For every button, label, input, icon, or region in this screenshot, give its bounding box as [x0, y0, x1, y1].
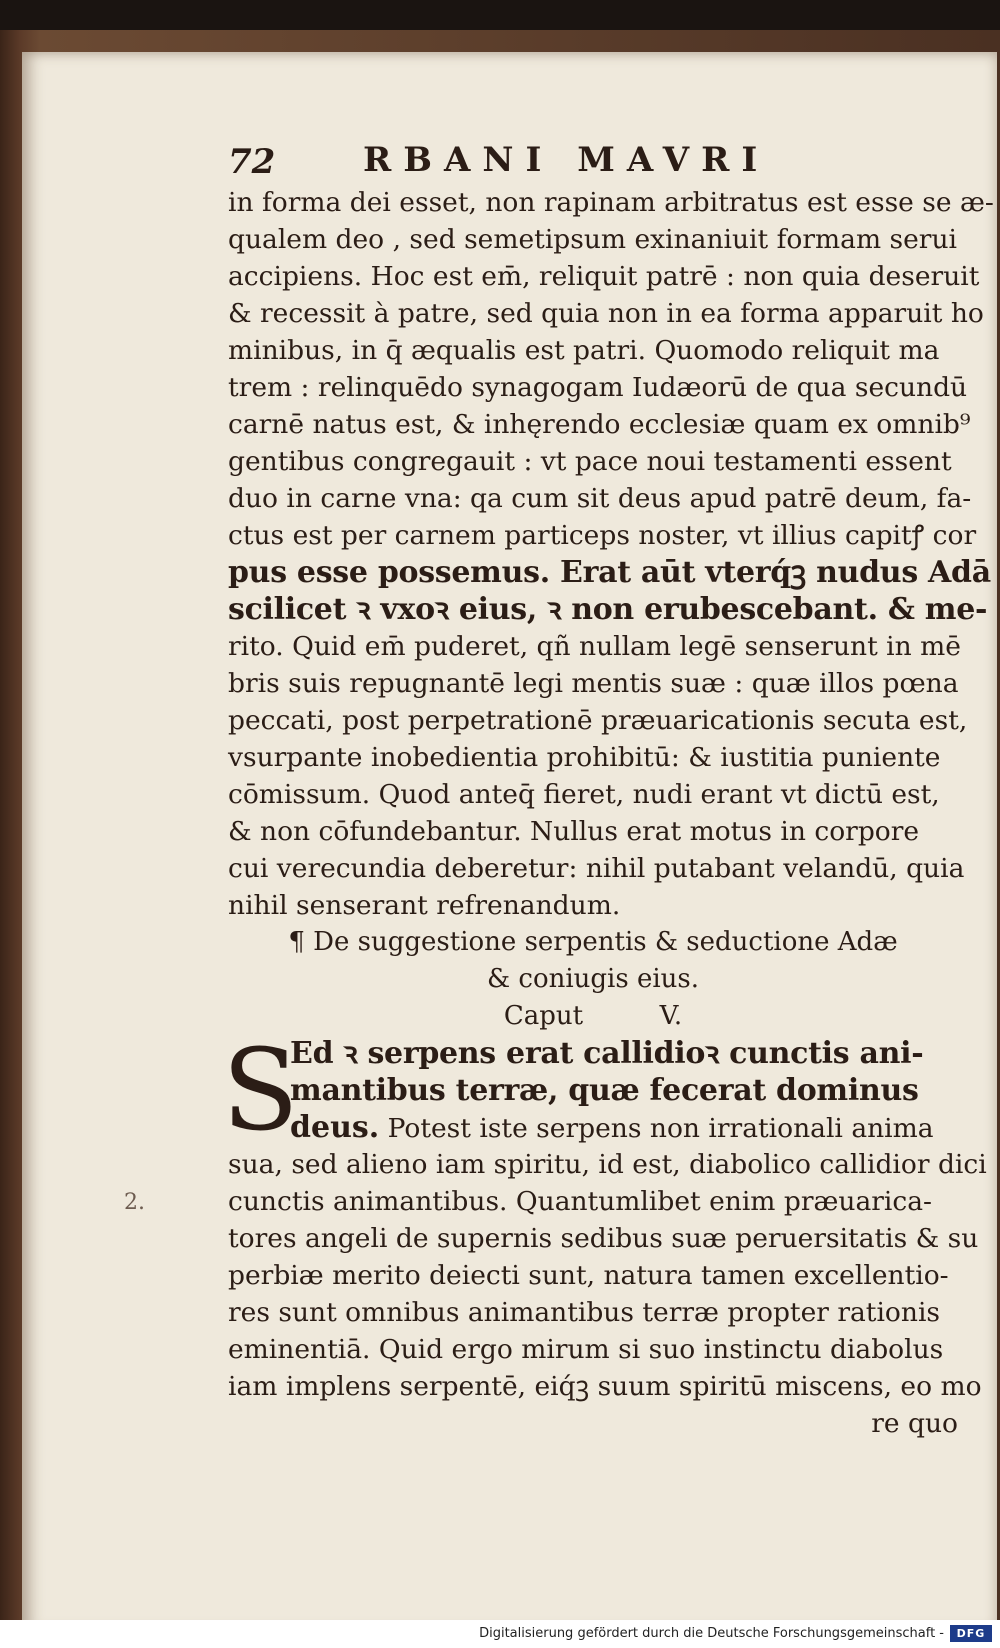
funding-credit: Digitalisierung gefördert durch die Deutsche Forschungsgemeinschaft - — [479, 1626, 944, 1641]
text-line: trem : relinquēdo synagogam Iudæorū de qua secundū — [228, 372, 968, 403]
text-line: carnē natus est, & inhęrendo ecclesiæ quam ex omnib⁹ — [228, 409, 971, 440]
text-line: accipiens. Hoc est em̄, reliquit patrē : non quia deseruit — [228, 261, 980, 292]
chapter-numeral: V. — [659, 1001, 683, 1031]
running-title: RBANI MAVRI — [363, 140, 770, 180]
catchword: re quo — [871, 1408, 958, 1439]
text-line: ctus est per carnem particeps noster, vt illius capitꝭ cor — [228, 520, 977, 551]
margin-annotation: 2. — [124, 1190, 145, 1215]
quote-line: Ed ꝛ serpens erat callidioꝛ cunctis ani- — [290, 1036, 924, 1071]
text-line: vsurpante inobedientia prohibitū: & iustitia puniente — [228, 742, 941, 773]
chapter-title-line: ¶ De suggestione serpentis & seductione Adæ — [288, 927, 898, 957]
chapter-title-line: & coniugis eius. — [486, 964, 700, 994]
scripture-quote — [228, 554, 991, 628]
book-page — [22, 52, 997, 1632]
paragraph-a — [228, 184, 994, 554]
text-line: minibus, in q̄ æqualis est patri. Quomodo reliquit ma — [228, 335, 940, 366]
text-line: duo in carne vna: qa cum sit deus apud patrē deum, fa- — [228, 483, 972, 514]
text-line: peccati, post perpetrationē præuaricationis secuta est, — [228, 705, 968, 736]
digitization-footer — [0, 1620, 1000, 1648]
quote-end: deus. — [290, 1110, 380, 1145]
text-line: perbiæ merito deiecti sunt, natura tamen excellentio- — [228, 1260, 949, 1291]
chapter-label: Caput — [503, 1001, 584, 1031]
quote-line: pus esse possemus. Erat aūt vterq́ꝫ nudus Adā — [228, 555, 991, 590]
text-line: rito. Quid em̄ puderet, qñ nullam legē senserunt in mē — [228, 631, 961, 662]
text-line: qualem deo , sed semetipsum exinaniuit formam serui — [228, 224, 958, 255]
chapter-heading — [228, 924, 958, 1035]
paragraph-c — [228, 628, 968, 924]
book-binding — [0, 30, 1000, 1620]
paragraph-d — [228, 1146, 987, 1442]
text-line: gentibus congregauit : vt pace noui testamenti essent — [228, 446, 952, 477]
text-line: cōmissum. Quod anteq̄ fieret, nudi erant vt dictū est, — [228, 779, 940, 810]
page-text-block — [222, 128, 994, 1442]
chapter-opening — [222, 1026, 958, 1156]
quote-line: mantibus terræ, quæ fecerat dominus — [290, 1073, 919, 1108]
text-line — [228, 1109, 958, 1146]
text-line: & recessit à patre, sed quia non in ea forma apparuit ho — [228, 298, 984, 329]
text-line: & non cōfundebantur. Nullus erat motus in corpore — [228, 816, 920, 847]
text-segment: Potest iste serpens non irrationali anima — [379, 1113, 934, 1144]
text-line: cunctis animantibus. Quantumlibet enim præuarica- — [228, 1186, 932, 1217]
text-line: sua, sed alieno iam spiritu, id est, diabolico callidior dici — [228, 1149, 987, 1180]
text-line: nihil senserant refrenandum. — [228, 890, 621, 921]
text-line: iam implens serpentē, eiq́ꝫ suum spiritū miscens, eo mo — [228, 1371, 982, 1402]
text-line: res sunt omnibus animantibus terræ propter rationis — [228, 1297, 941, 1328]
page-number: 72 — [228, 142, 276, 182]
text-line: in forma dei esset, non rapinam arbitratus est esse se æ- — [228, 187, 994, 218]
running-head — [228, 128, 958, 184]
dfg-logo: DFG — [950, 1625, 992, 1642]
text-line: cui verecundia deberetur: nihil putabant velandū, quia — [228, 853, 965, 884]
text-line: eminentiā. Quid ergo mirum si suo instinctu diabolus — [228, 1334, 944, 1365]
drop-cap: S — [222, 1026, 299, 1156]
text-line: bris suis repugnantē legi mentis suæ : quæ illos pœna — [228, 668, 959, 699]
text-line: tores angeli de supernis sedibus suæ peruersitatis & su — [228, 1223, 979, 1254]
chapter-number — [228, 998, 958, 1035]
quote-line: scilicet ꝛ vxoꝛ eius, ꝛ non erubescebant. & me- — [228, 592, 988, 627]
